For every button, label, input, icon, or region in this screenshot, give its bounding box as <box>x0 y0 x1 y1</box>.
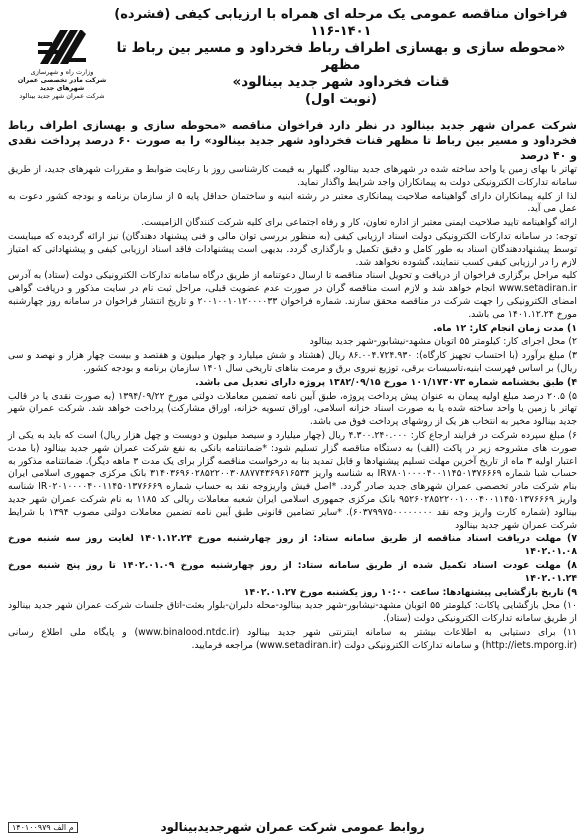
project-title-line-1: «محوطه سازی و بهسازی اطراف رباط فخرداود و مسیر بین رباط تا مظهر <box>116 40 566 73</box>
ntdc-logo-icon <box>34 24 90 68</box>
project-title-line-2: قنات فخرداود شهر جدید بینالود» <box>232 74 450 90</box>
logo-caption <box>14 68 110 100</box>
notice-header <box>8 6 577 118</box>
notice-body <box>8 118 577 652</box>
item-adjustment: ۴) طبق بخشنامه شماره ۱۰۱/۱۷۳۰۷۳ مورخ ۱۳۸۲/۰۹/۱۵ پروژه دارای تعدیل می باشد. <box>195 376 577 388</box>
paragraph-payment: تهاتر با بهای زمین یا واحد ساخته شده در شهرهای جدید بینالود، گلبهار به قیمت کارشناسی روز با رعایت ضوابط و مقررات شهرهای جدید، از طریق سامانه تدارکات الکترونیکی دولت به پیمانکاران واجد شرایط واگذار نماید. <box>8 164 577 188</box>
item-location: ۲) محل اجرای کار: کیلومتر ۵۵ اتوبان مشهد-نیشابور-شهر جدید بینالود <box>309 336 577 348</box>
public-relations-signature: روابط عمومی شرکت عمران شهرجدیدبینالود <box>160 820 425 834</box>
paragraph-eligibility: لذا از کلیه پیمانکاران دارای گواهینامه صلاحیت پیمانکاری معتبر در رشته ابنیه و ساختمان حداقل پایه ۵ از سازمان برنامه و بودجه کشور دعوت به عمل می آید. <box>8 190 577 215</box>
paragraph-setad-portal: کلیه مراحل برگزاری فراخوان از دریافت و تحویل اسناد مناقصه تا ارسال دعوتنامه از طریق درگاه سامانه تدارکات الکترونیکی دولت (ستاد) به آدرس www.setadiran.ir انجام خواهد شد و لازم است مناقصه گران در صورت عدم عضویت قبلی، مراحل ثبت نام در سایت مذکور و دریافت گواهی امضای الکترونیکی را جهت شرکت در مناقصه محقق سازند. شماره فراخوان ۲۰۰۱۰۰۱۰۱۲۰۰۰۰۳۳ و تاریخ انتشار فراخوان در سامانه روز چهارشنبه مورخ ۱۴۰۱.۱۲.۲۴ می باشد. <box>8 270 578 320</box>
lead-paragraph: شرکت عمران شهر جدید بینالود در نظر دارد فراخوان مناقصه «محوطه سازی و بهسازی اطراف رباط فخرداود و مسیر بین رباط تا مظهر قنات فخرداود شهر جدید بینالود» را به صورت ۶۰ درصد پرداخت نقدی و ۴۰ درصد <box>8 119 577 162</box>
item-document-deadline: ۷) مهلت دریافت اسناد مناقصه از طریق سامانه ستاد: از روز چهارشنبه مورخ ۱۴۰۱.۱۲.۲۴ لغایت روز سه شنبه مورخ ۱۴۰۲.۰۱.۰۸ <box>8 533 577 558</box>
item-more-info: ۱۱) برای دستیابی به اطلاعات بیشتر به سامانه اینترنتی شهر جدید بینالود (www.binalood.ntdc.ir) و پایگاه ملی اطلاع رسانی (http://iets.mporg.ir) و سامانه تدارکات الکترونیکی دولت (www.setadiran.ir) مراجعه فرمایید. <box>8 626 577 651</box>
item-return-deadline: ۸) مهلت عودت اسناد تکمیل شده از طریق سامانه ستاد: از روز چهارشنبه مورخ ۱۴۰۲.۰۱.۰۹ تا روز پنج شنبه مورخ ۱۴۰۲.۰۱.۲۴ <box>8 559 577 584</box>
notice-footer <box>8 820 577 836</box>
item-estimate: ۳) مبلغ برآورد (با احتساب تجهیز کارگاه): ۸۶.۰۰۴.۷۲۴.۹۳۰ ریال (هشتاد و شش میلیارد و چهار میلیون و هفتصد و بیست چهار هزار و نهصد و سی ریال) بر اساس فهرست ابنیه،تاسیسات برقی، توزیع نیروی برق و مرمت بناهای تاریخی سال ۱۴۰۱ سازمان برنامه و بودجه کشور. <box>8 350 577 374</box>
paragraph-evaluation-note: توجه: در سامانه تدارکات الکترونیکی دولت اسناد ارزیابی کیفی (به منظور بررسی توان مالی و فنی پیشنهاد دهندگان) نیز ارائه گردیده که میبایست توسط پیشنهاددهندگان اسناد به طور کامل و دقیق تکمیل و بارگذاری گردد. بدیهی است پیشنهادات فاقد اسناد ارزیابی کیفی و پیشنهاداتی که امتیاز لازم را در ارزیابی کیفی کسب ننمایند، گشوده نخواهد شد. <box>8 230 577 268</box>
paragraph-safety: ارائه گواهینامه تایید صلاحیت ایمنی معتبر از اداره تعاون، کار و رفاه اجتماعی برای کلیه شرکت کنندگان الزامیست. <box>141 217 577 229</box>
notice-title: فراخوان مناقصه عمومی یک مرحله ای همراه با ارزیابی کیفی (فشرده) ۱۴۰۱-۱۱۶ <box>114 7 568 39</box>
company-logo <box>14 24 110 106</box>
item-duration: ۱) مدت زمان انجام کار: ۱۲ ماه. <box>433 322 577 334</box>
logo-text-company: شرکت عمران شهر جدید بینالود <box>19 92 105 100</box>
item-opening-date: ۹) تاریخ بازگشایی پیشنهادها: ساعت ۱۰:۰۰ روز یکشنبه مورخ ۱۴۰۲.۰۱.۲۷ <box>243 586 577 598</box>
item-prepayment: ۵) ۲۰.۵ درصد مبلغ اولیه پیمان به عنوان پیش پرداخت پروژه، طبق آیین نامه تضمین معاملات دولتی مورخ ۱۳۹۴/۰۹/۲۲ (به صورت نقدی یا در قالب تهاتر با زمین یا واحد ساخته شده یا به صورت اسناد خزانه اسلامی، اوراق تسویه خزانه، اوراق مشارکت) پرداخت خواهد شد. شرکت عمران شهر جدید بینالود مخیر به انتخاب هر یک از روشهای پرداخت فوق می باشد. <box>8 390 577 428</box>
round-label: (نوبت اول) <box>305 92 377 107</box>
logo-text-parent: شرکت مادر تخصصی عمران شهرهای جدید <box>17 76 107 92</box>
logo-text-ministry: وزارت راه و شهرسازی <box>30 68 94 76</box>
ad-code: م الف ۱۴۰۱۰۰۹۷۹ <box>8 822 78 833</box>
item-opening-location: ۱۰) محل بازگشایی پاکات: کیلومتر ۵۵ اتوبان مشهد-نیشابور-شهر جدید بینالود-محله دلبران-بلوار بعثت-اتاق جلسات شرکت عمران شهر جدید بینالود از طریق سامانه تدارکات الکترونیکی دولت (ستاد). <box>8 600 577 625</box>
item-deposit: ۶) مبلغ سپرده شرکت در فرایند ارجاع کار: ۴.۳۰۰.۲۴۰.۰۰۰ ریال (چهار میلیارد و سیصد میلیون و دویست و چهل هزار ریال) است که باید به یکی از صورت های مشروحه زیر در پاکت (الف) به دستگاه مناقصه گزار تسلیم شود: *ضمانتنامه بانکی به نفع شرکت عمران شهر جدید بینالود (با مدت اعتبار اولیه ۳ ماه از تاریخ آخرین مهلت تسلیم پیشنهادها و قابل تمدید بنا به درخواست مناقصه گزار برای یک مدت ۳ ماهه دیگر). ضمانتنامه مذکور به حساب شبا شماره IR۷۸۰۱۰۰۰۰۴۰۰۱۱۴۵۰۱۳۷۶۶۶۹ به شناسه واریز ۳۱۴۰۳۶۹۶۰۲۸۵۲۲۰۰۳۰۸۸۷۷۴۳۶۹۶۱۶۵۳۴ بانک مرکزی جمهوری اسلامی ایران بنام شرکت مادر تخصصی عمران شهرهای جدید صادر گردد. *اصل فیش واریزوجه نقد به حساب شماره IR۰۲۰۱۰۰۰۰۴۰۰۱۱۴۵۰۱۳۷۶۶۶۹ شناسه واریز ۹۵۲۶۰۲۸۵۲۲۰۰۱۰۰۰۴۰۰۱۱۴۵۰۱۳۷۶۶۶۹ بانک مرکزی جمهوری اسلامی ایران شعبه معاملات ریالی کد ۱۱۸۵ به نام شرکت عمران شهر جدید بینالود (شماره کارت واریز وجه نقد ۶۰۳۷۹۹۷۵۰۰۰۰۰۰۰۰). *سایر تضامین قانونی طبق آیین نامه تضمین معاملات دولتی مصوب ۱۳۹۴ با شرایط شرکت عمران شهر جدید بینالود <box>8 429 578 531</box>
notice-titles <box>111 6 571 108</box>
